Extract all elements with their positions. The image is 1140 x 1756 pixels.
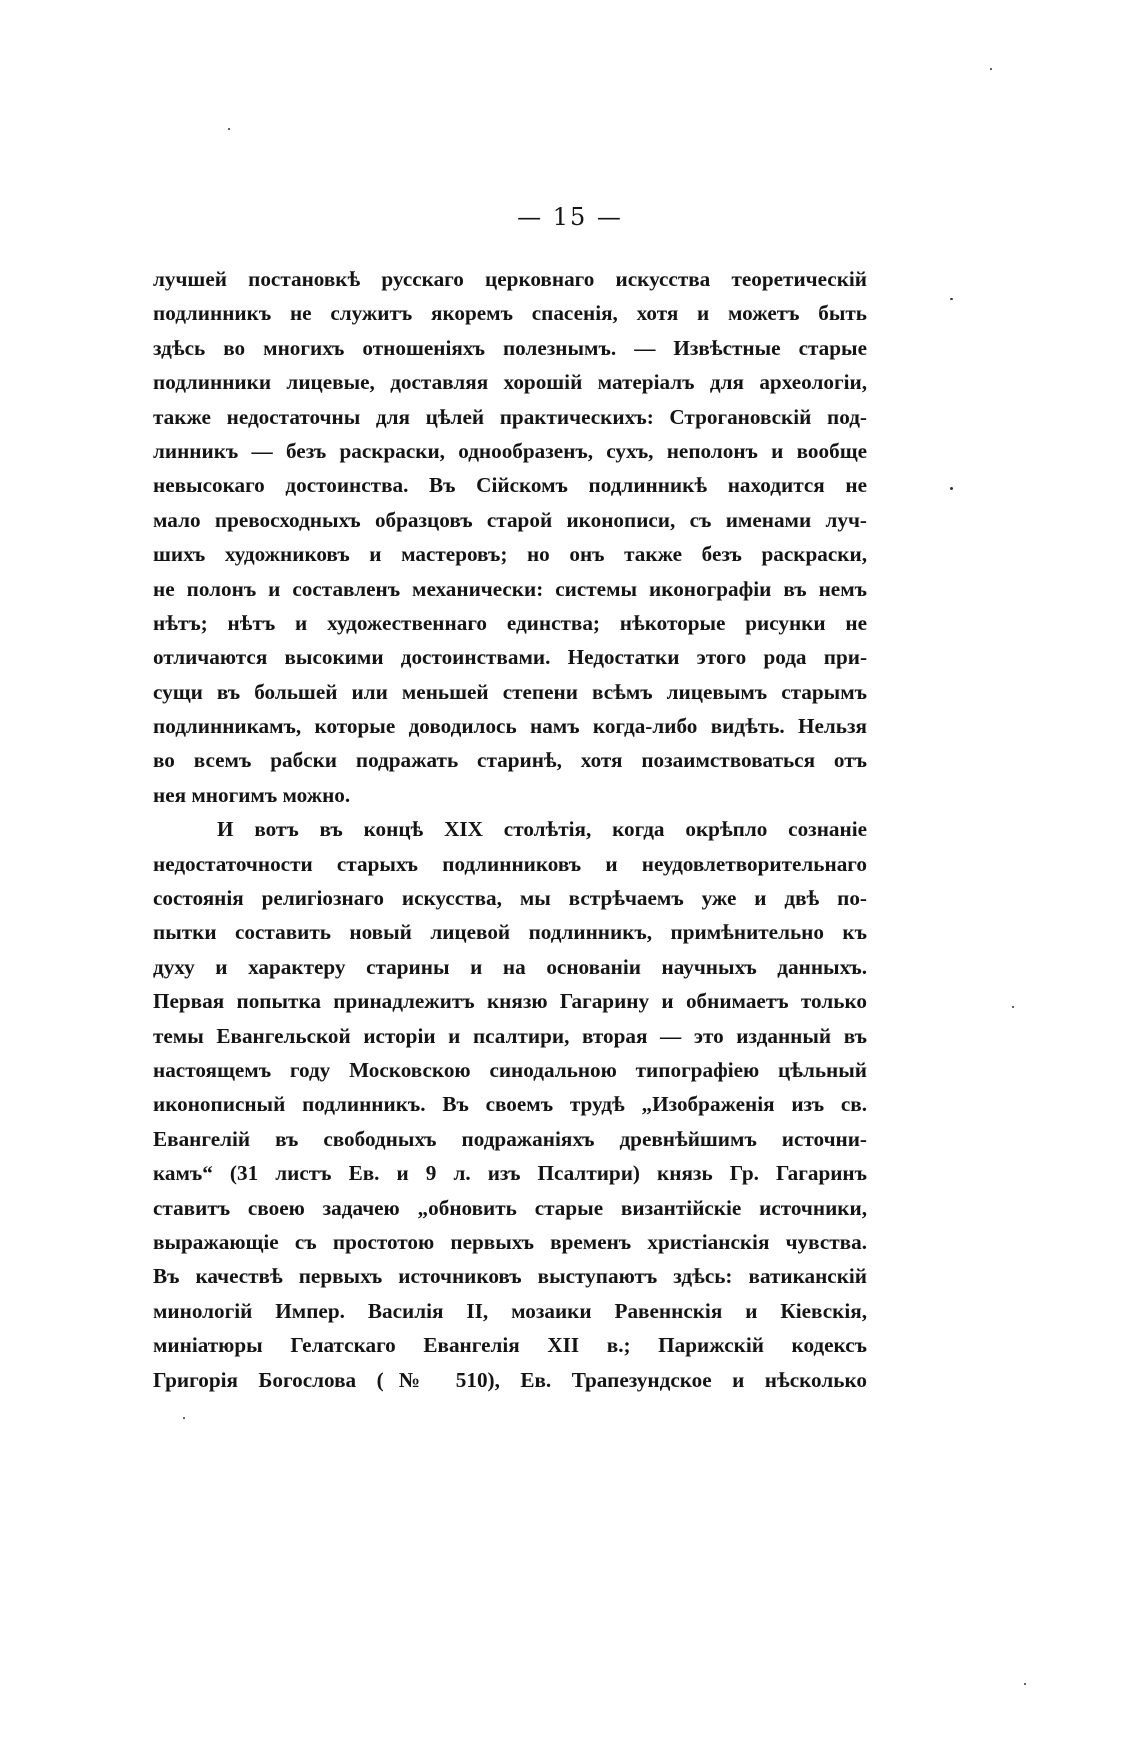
text-line: пытки составить новый лицевой подлинникъ, примѣнительно къ bbox=[153, 920, 867, 945]
text-line: духу и характеру старины и на основаніи научныхъ данныхъ. bbox=[153, 954, 867, 979]
scan-speck bbox=[183, 1417, 185, 1419]
text-line: иконописный подлинникъ. Въ своемъ трудѣ „Изображенія изъ св. bbox=[153, 1092, 867, 1117]
body-text bbox=[153, 262, 867, 1397]
text-line: подлинники лицевые, доставляя хорошій матеріалъ для археологіи, bbox=[153, 370, 867, 395]
text-line: здѣсь во многихъ отношеніяхъ полезнымъ. — Извѣстные старые bbox=[153, 335, 867, 360]
scan-speck bbox=[950, 487, 953, 490]
text-line: настоящемъ году Московскою синодальною типографіею цѣльный bbox=[153, 1057, 867, 1082]
text-line: шихъ художниковъ и мастеровъ; но онъ также безъ раскраски, bbox=[153, 542, 867, 567]
text-line: мало превосходныхъ образцовъ старой иконописи, съ именами луч- bbox=[153, 507, 867, 532]
scan-speck bbox=[990, 68, 992, 70]
text-line: Въ качествѣ первыхъ источниковъ выступаютъ здѣсь: ватиканскій bbox=[153, 1264, 867, 1289]
text-line: темы Евангельской исторіи и псалтири, вторая — это изданный въ bbox=[153, 1023, 867, 1048]
scan-speck bbox=[1012, 1006, 1014, 1008]
text-line: камъ“ (31 листъ Ев. и 9 л. изъ Псалтири) князь Гр. Гагаринъ bbox=[153, 1161, 867, 1186]
paragraph-end-line: нея многимъ можно. bbox=[153, 782, 351, 807]
text-line: отличаются высокими достоинствами. Недостатки этого рода при- bbox=[153, 645, 867, 670]
text-line: также недостаточны для цѣлей практическихъ: Строгановскій под- bbox=[153, 404, 867, 429]
text-line: не полонъ и составленъ механически: системы иконографіи въ немъ bbox=[153, 576, 867, 601]
page-number: — 15 — bbox=[517, 203, 623, 231]
text-line: ставитъ своею задачею „обновить старые византійскіе источники, bbox=[153, 1195, 867, 1220]
text-line: Григорія Богослова (№ 510), Ев. Трапезундское и нѣсколько bbox=[153, 1367, 867, 1392]
text-line: недостаточности старыхъ подлинниковъ и неудовлетворительнаго bbox=[153, 851, 867, 876]
text-line: Первая попытка принадлежитъ князю Гагарину и обнимаетъ только bbox=[153, 989, 867, 1014]
paragraph-start-line: И вотъ въ концѣ XIX столѣтія, когда окрѣпло сознаніе bbox=[217, 817, 867, 842]
text-line: миніатюры Гелатскаго Евангелія XII в.; Парижскій кодексъ bbox=[153, 1333, 867, 1358]
text-line: линникъ — безъ раскраски, однообразенъ, сухъ, неполонъ и вообще bbox=[153, 438, 867, 463]
text-line: нѣтъ; нѣтъ и художественнаго единства; нѣкоторые рисунки не bbox=[153, 610, 867, 635]
text-line: подлинникъ не служитъ якоремъ спасенія, хотя и можетъ быть bbox=[153, 301, 867, 326]
text-line: состоянія религіознаго искусства, мы встрѣчаемъ уже и двѣ по- bbox=[153, 886, 867, 911]
text-line: минологій Импер. Василія II, мозаики Равеннскія и Кіевскія, bbox=[153, 1298, 867, 1323]
text-line: сущи въ большей или меньшей степени всѣмъ лицевымъ старымъ bbox=[153, 679, 867, 704]
text-line: невысокаго достоинства. Въ Сійскомъ подлинникѣ находится не bbox=[153, 473, 867, 498]
text-line: подлинникамъ, которые доводилось намъ когда-либо видѣть. Нельзя bbox=[153, 714, 867, 739]
text-line: лучшей постановкѣ русскаго церковнаго искусства теоретическій bbox=[153, 267, 867, 291]
scan-speck bbox=[950, 298, 953, 300]
scan-speck bbox=[1024, 1683, 1026, 1685]
text-line: во всемъ рабски подражать старинѣ, хотя позаимствоваться отъ bbox=[153, 748, 867, 773]
scan-speck bbox=[228, 128, 230, 130]
text-line: Евангелій въ свободныхъ подражаніяхъ древнѣйшимъ источни- bbox=[153, 1126, 867, 1151]
text-line: выражающіе съ простотою первыхъ временъ христіанскія чувства. bbox=[153, 1229, 867, 1254]
